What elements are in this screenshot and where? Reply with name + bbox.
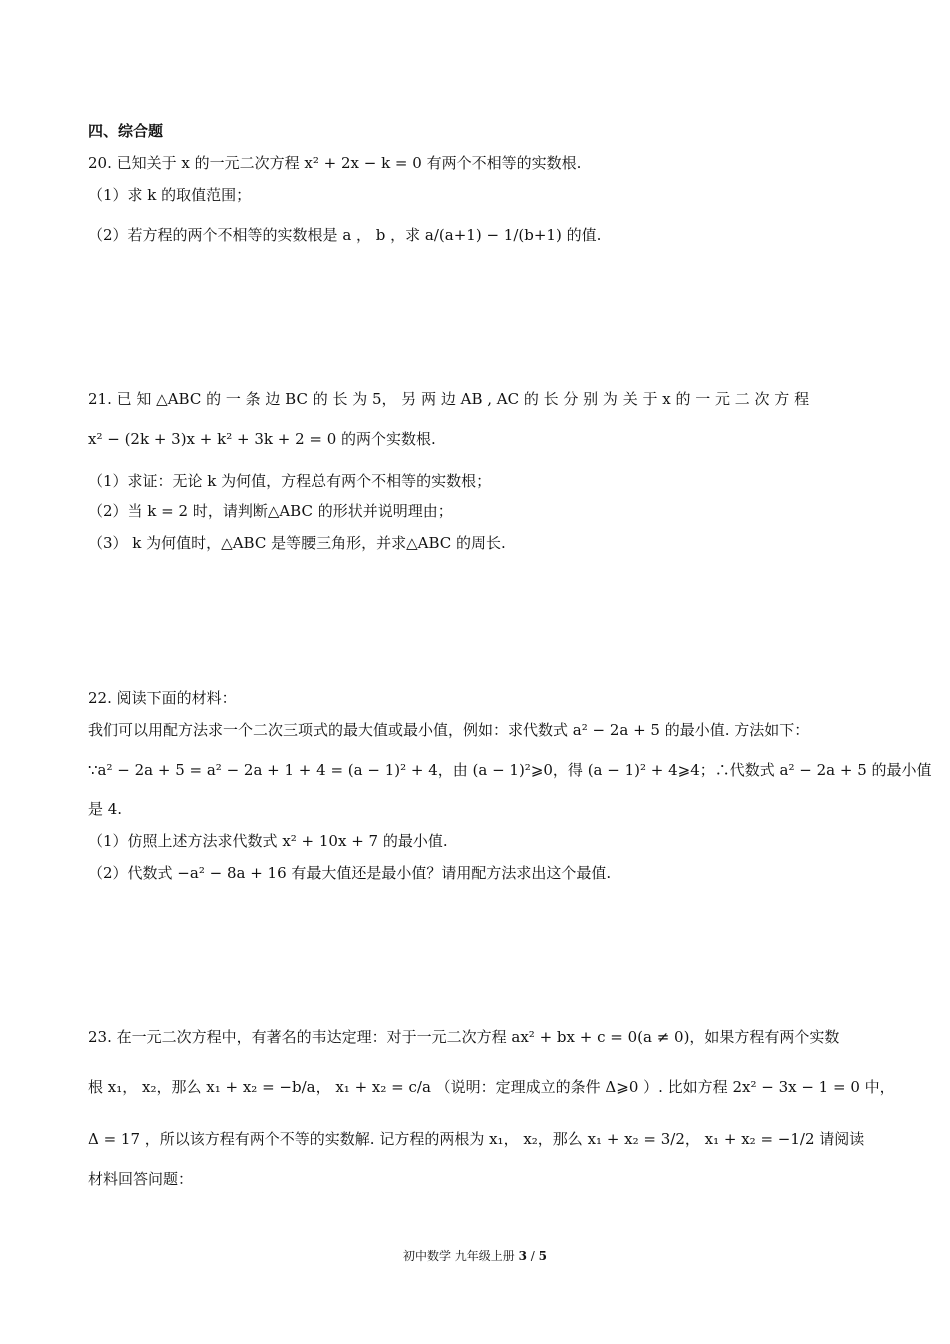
q22-material-3: 是 4. bbox=[88, 800, 123, 818]
page-footer bbox=[0, 1248, 950, 1264]
q21-stem: 21. 已 知 △ABC 的 一 条 边 BC 的 长 为 5， 另 两 边 AB , AC 的 长 分 别 为 关 于 x 的 一 元 二 次 方 程 bbox=[88, 390, 810, 408]
footer-total-pages: 5 bbox=[538, 1249, 548, 1263]
q20-part1: （1）求 k 的取值范围； bbox=[88, 186, 252, 204]
footer-separator: / bbox=[530, 1249, 535, 1263]
q21-part3: （3） k 为何值时，△ABC 是等腰三角形，并求△ABC 的周长. bbox=[88, 534, 506, 552]
q21-part1: （1）求证：无论 k 为何值，方程总有两个不相等的实数根； bbox=[88, 472, 492, 490]
section-heading: 四、综合题 bbox=[88, 122, 164, 140]
q22-material-2: ∵a² − 2a + 5 = a² − 2a + 1 + 4 = (a − 1)² + 4，由 (a − 1)²⩾0，得 (a − 1)² + 4⩾4；∴代数式 a² − 2a + 5 的最小值 bbox=[88, 761, 932, 779]
q21-part2: （2）当 k = 2 时，请判断△ABC 的形状并说明理由； bbox=[88, 502, 453, 520]
footer-page-number: 3 bbox=[518, 1249, 527, 1263]
q22-stem: 22. 阅读下面的材料： bbox=[88, 689, 237, 707]
footer-text: 初中数学 九年级上册 bbox=[402, 1249, 515, 1263]
q23-theorem: 根 x₁， x₂，那么 x₁ + x₂ = −b/a， x₁ + x₂ = c/a （说明：定理成立的条件 Δ⩾0 ）. 比如方程 2x² − 3x − 1 = 0 中， bbox=[88, 1078, 895, 1096]
q23-prompt: 材料回答问题： bbox=[88, 1170, 194, 1188]
q23-stem: 23. 在一元二次方程中，有著名的韦达定理：对于一元二次方程 ax² + bx + c = 0(a ≠ 0)，如果方程有两个实数 bbox=[88, 1028, 840, 1046]
q21-equation: x² − (2k + 3)x + k² + 3k + 2 = 0 的两个实数根. bbox=[88, 430, 436, 448]
q22-material-1: 我们可以用配方法求一个二次三项式的最大值或最小值，例如：求代数式 a² − 2a + 5 的最小值. 方法如下： bbox=[88, 721, 810, 739]
q22-part1: （1）仿照上述方法求代数式 x² + 10x + 7 的最小值. bbox=[88, 832, 448, 850]
q23-example: Δ = 17 ，所以该方程有两个不等的实数解. 记方程的两根为 x₁， x₂，那么 x₁ + x₂ = 3/2， x₁ + x₂ = −1/2 请阅读 bbox=[88, 1130, 865, 1148]
q20-stem: 20. 已知关于 x 的一元二次方程 x² + 2x − k = 0 有两个不相等的实数根. bbox=[88, 154, 582, 172]
q22-part2: （2）代数式 −a² − 8a + 16 有最大值还是最小值？请用配方法求出这个最值. bbox=[88, 864, 612, 882]
q20-part2: （2）若方程的两个不相等的实数根是 a ， b ，求 a/(a+1) − 1/(b+1) 的值. bbox=[88, 226, 602, 244]
